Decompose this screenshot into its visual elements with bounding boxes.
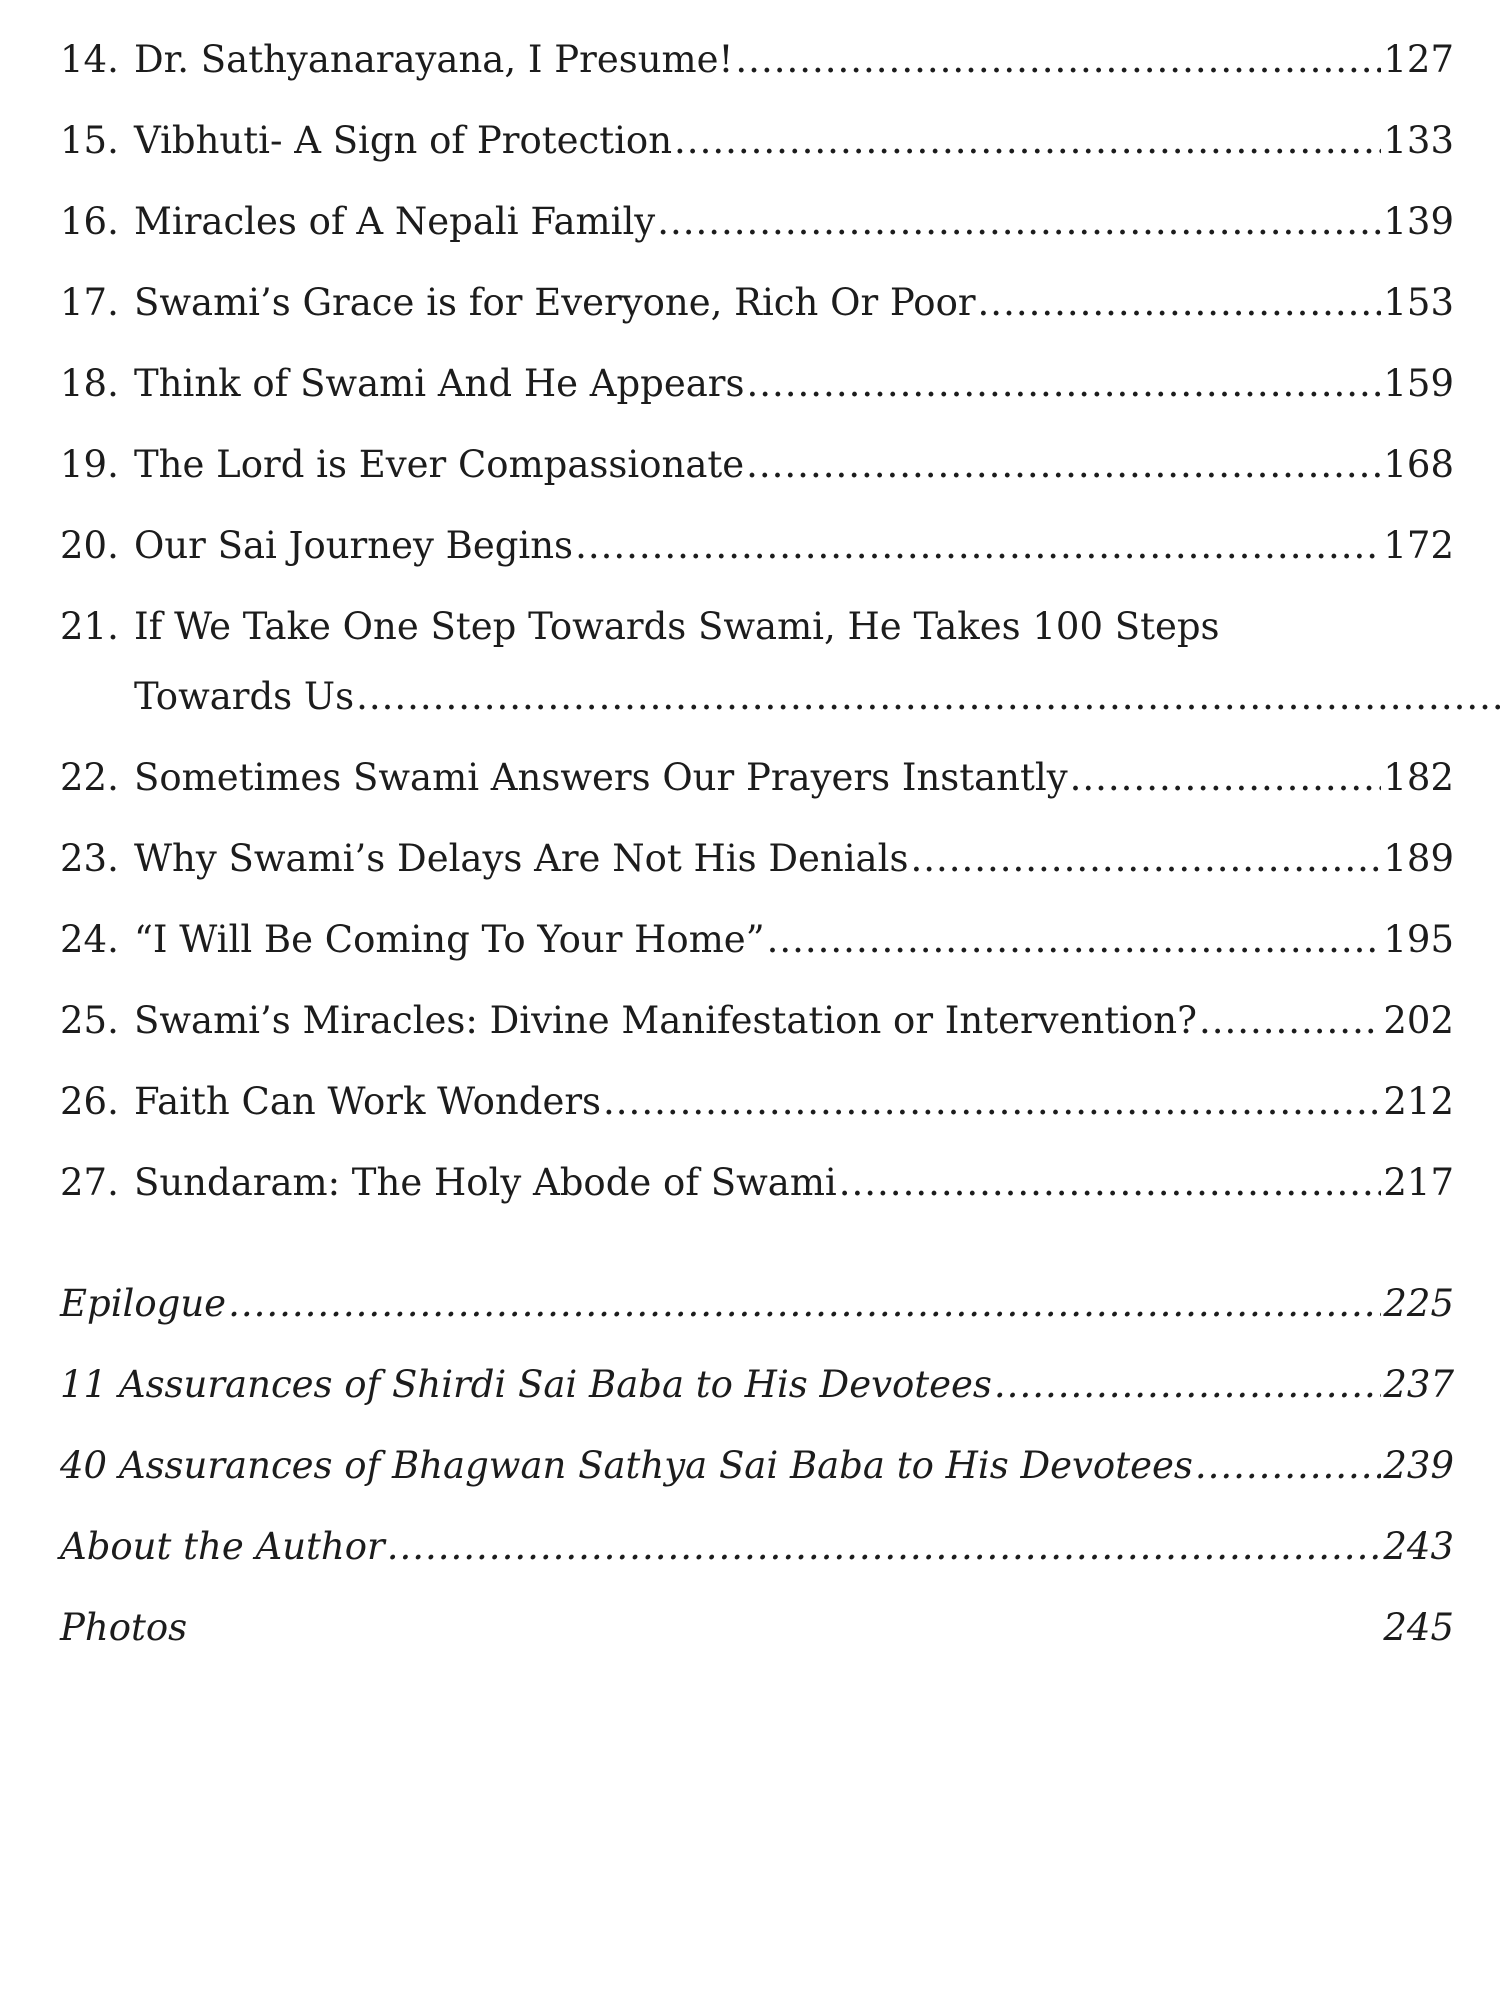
back-matter-title: 11 Assurances of Shirdi Sai Baba to His Devotees [60, 1363, 992, 1406]
toc-entry-epilogue[interactable] [60, 1284, 1454, 1324]
toc-entry-shirdi-assurances[interactable] [60, 1365, 1454, 1405]
chapter-title-line-1: If We Take One Step Towards Swami, He Takes 100 Steps [134, 605, 1220, 648]
chapter-number: 22. [60, 756, 119, 799]
chapter-title: Our Sai Journey Begins [134, 524, 574, 567]
toc-entry-22[interactable] [60, 758, 1454, 798]
chapter-number: 26. [60, 1080, 119, 1123]
dot-leader [910, 839, 1381, 879]
toc-entry-21[interactable] [60, 607, 1454, 717]
dot-leader [746, 445, 1381, 485]
toc-entry-about-author[interactable] [60, 1527, 1454, 1567]
dot-leader [657, 202, 1381, 242]
chapter-title: Why Swami’s Delays Are Not His Denials [134, 837, 909, 880]
back-matter-title: Epilogue [60, 1282, 227, 1325]
toc-entry-24[interactable] [60, 920, 1454, 960]
page-number: 212 [1383, 1080, 1454, 1123]
page-number: 243 [1383, 1525, 1454, 1568]
chapter-number: 20. [60, 524, 119, 567]
dot-leader [228, 1284, 1381, 1324]
dot-leader [575, 526, 1381, 566]
chapter-number: 18. [60, 362, 119, 405]
chapter-number: 27. [60, 1161, 119, 1204]
dot-leader [839, 1163, 1382, 1203]
back-matter-title: Photos [60, 1606, 188, 1649]
chapter-number: 16. [60, 200, 119, 243]
chapter-title: Sundaram: The Holy Abode of Swami [134, 1161, 837, 1204]
page-number: 239 [1383, 1444, 1454, 1487]
chapter-number: 25. [60, 999, 119, 1042]
toc-entry-27[interactable] [60, 1163, 1454, 1203]
chapter-number: 23. [60, 837, 119, 880]
page-number: 168 [1383, 443, 1454, 486]
page-number: 202 [1383, 999, 1454, 1042]
back-matter-title: About the Author [60, 1525, 385, 1568]
dot-leader [994, 1365, 1381, 1405]
toc-entry-photos[interactable] [60, 1608, 1454, 1648]
chapter-number: 21. [60, 605, 119, 648]
chapter-title-line-2-row [134, 677, 1500, 717]
toc-entry-26[interactable] [60, 1082, 1454, 1122]
dot-leader [1199, 1001, 1381, 1041]
chapter-title: Swami’s Grace is for Everyone, Rich Or Poor [134, 281, 976, 324]
toc-entry-17[interactable] [60, 283, 1454, 323]
chapter-number: 14. [60, 38, 119, 81]
dot-leader [1195, 1446, 1382, 1486]
dot-leader [978, 283, 1382, 323]
chapter-number: 24. [60, 918, 119, 961]
chapter-title-block [134, 607, 1500, 717]
page-number: 139 [1383, 200, 1454, 243]
chapter-title: The Lord is Ever Compassionate [134, 443, 745, 486]
chapter-number: 17. [60, 281, 119, 324]
dot-leader [356, 677, 1500, 717]
toc-entry-14[interactable] [60, 40, 1454, 80]
page-number: 172 [1383, 524, 1454, 567]
page-number: 133 [1383, 119, 1454, 162]
dot-leader [603, 1082, 1381, 1122]
toc-entry-16[interactable] [60, 202, 1454, 242]
toc-entry-25[interactable] [60, 1001, 1454, 1041]
chapter-title: Faith Can Work Wonders [134, 1080, 602, 1123]
dot-leader [674, 121, 1381, 161]
dot-leader [767, 920, 1382, 960]
chapter-title: Miracles of A Nepali Family [134, 200, 656, 243]
chapter-title: Think of Swami And He Appears [134, 362, 745, 405]
chapter-title-line-2: Towards Us [134, 675, 355, 718]
page-number: 189 [1383, 837, 1454, 880]
dot-leader [746, 364, 1381, 404]
page-number: 237 [1383, 1363, 1454, 1406]
toc-entry-23[interactable] [60, 839, 1454, 879]
chapter-number: 19. [60, 443, 119, 486]
chapter-title: Swami’s Miracles: Divine Manifestation or Intervention? [134, 999, 1197, 1042]
chapter-title: Sometimes Swami Answers Our Prayers Instantly [134, 756, 1068, 799]
toc-entry-18[interactable] [60, 364, 1454, 404]
toc-entry-sathya-assurances[interactable] [60, 1446, 1454, 1486]
chapter-title: Dr. Sathyanarayana, I Presume! [134, 38, 734, 81]
toc-entry-19[interactable] [60, 445, 1454, 485]
page-number: 153 [1383, 281, 1454, 324]
page-number: 182 [1383, 756, 1454, 799]
chapter-title: Vibhuti- A Sign of Protection [134, 119, 673, 162]
page-number: 127 [1383, 38, 1454, 81]
toc-entry-15[interactable] [60, 121, 1454, 161]
dot-leader [1070, 758, 1382, 798]
chapter-title: “I Will Be Coming To Your Home” [134, 918, 765, 961]
page-number: 225 [1383, 1282, 1454, 1325]
page-number: 195 [1383, 918, 1454, 961]
table-of-contents [60, 40, 1454, 1689]
section-spacer [60, 1244, 1454, 1284]
dot-leader [735, 40, 1381, 80]
chapter-number: 15. [60, 119, 119, 162]
page-number: 245 [1383, 1606, 1454, 1649]
dot-leader [387, 1527, 1382, 1567]
back-matter-title: 40 Assurances of Bhagwan Sathya Sai Baba to His Devotees [60, 1444, 1193, 1487]
toc-entry-20[interactable] [60, 526, 1454, 566]
page-number: 217 [1383, 1161, 1454, 1204]
page-number: 159 [1383, 362, 1454, 405]
